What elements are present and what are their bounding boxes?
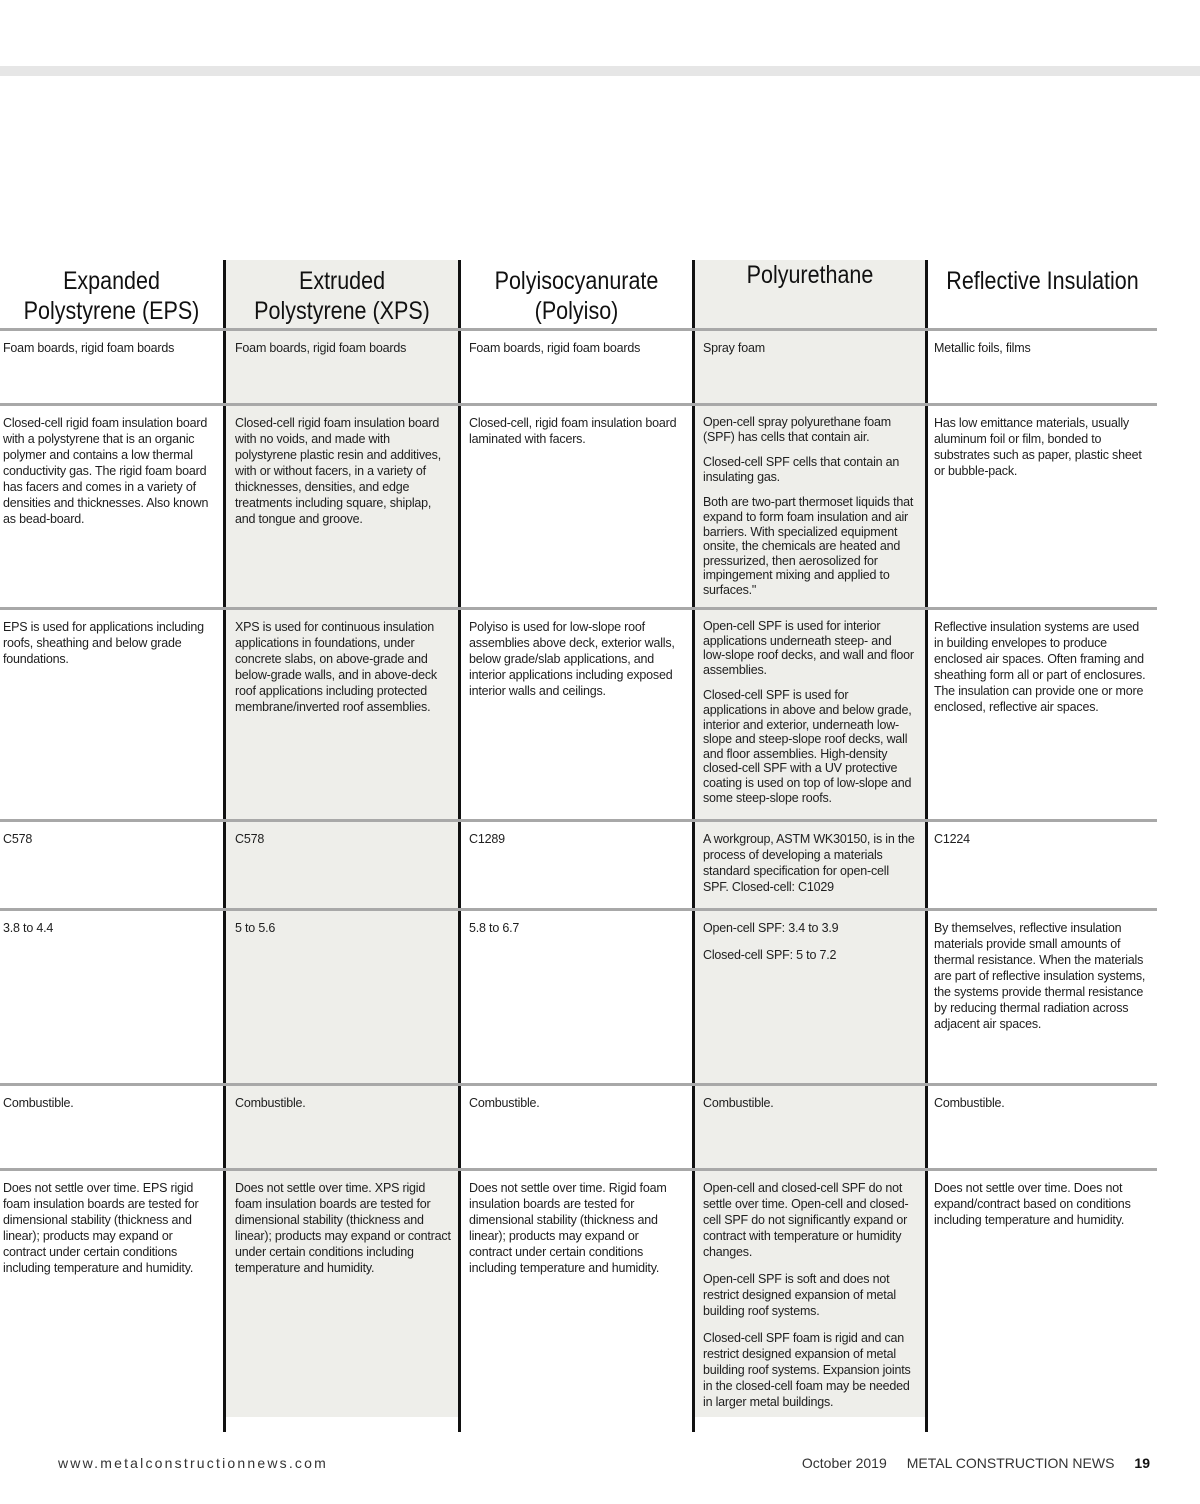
cell-paragraph: Metallic foils, films [934, 341, 1031, 355]
cell-reflective-row-1 [934, 340, 1150, 367]
cell-polyurethane-row-5 [703, 920, 915, 974]
cell-reflective-row-4 [934, 831, 1150, 858]
cell-polyurethane-row-3 [703, 619, 915, 816]
cell-polyiso-row-1 [469, 340, 681, 367]
cell-eps-row-2 [3, 415, 215, 538]
cell-polyiso-row-5 [469, 920, 681, 947]
cell-xps-row-5 [235, 920, 451, 947]
cell-paragraph: Closed-cell SPF is used for applications in above and below grade, interior and exterior, underneath low-slope and steep-slope roof decks, wall and floor assemblies. High-density closed-cell SPF with a UV protective coating is used on top of low-slope and some steep-slope roofs. [703, 688, 912, 805]
cell-polyiso-row-4 [469, 831, 681, 858]
cell-eps-row-4 [3, 831, 215, 858]
cell-polyurethane-row-6 [703, 1095, 915, 1122]
cell-paragraph: 5 to 5.6 [235, 921, 276, 935]
cell-eps-row-1 [3, 340, 215, 367]
header-xps: Extruded Polystyrene (XPS) [254, 267, 430, 325]
cell-xps-row-2 [235, 415, 451, 538]
cell-polyurethane-row-7 [703, 1180, 915, 1421]
cell-paragraph: C1289 [469, 832, 505, 846]
cell-xps-row-4 [235, 831, 451, 858]
cell-paragraph: Combustible. [703, 1096, 774, 1110]
cell-paragraph: A workgroup, ASTM WK30150, is in the process of developing a materials standard specification for open-cell SPF. Closed-cell: C1029 [703, 832, 915, 894]
cell-xps-row-7 [235, 1180, 451, 1287]
cell-paragraph: Closed-cell SPF foam is rigid and can restrict designed expansion of metal building roof systems. Expansion joints in the closed-cell foam may be needed in larger metal buildings. [703, 1331, 911, 1409]
footer-date: October 2019 [801, 1455, 887, 1471]
cell-paragraph: Open-cell spray polyurethane foam (SPF) has cells that contain air. [703, 415, 891, 444]
cell-reflective-row-5 [934, 920, 1150, 1043]
cell-paragraph: Does not settle over time. Does not expand/contract based on conditions including temperature and humidity. [934, 1181, 1131, 1227]
cell-paragraph: Closed-cell SPF cells that contain an insulating gas. [703, 455, 900, 484]
cell-paragraph: By themselves, reflective insulation materials provide small amounts of thermal resistance. When the materials are part of reflective insulation systems, the systems provide thermal resistance by reducing thermal radiation across adjacent air spaces. [934, 921, 1146, 1031]
cell-reflective-row-6 [934, 1095, 1150, 1122]
cell-paragraph: Combustible. [469, 1096, 540, 1110]
column-divider [223, 260, 226, 1432]
cell-polyurethane-row-4 [703, 831, 915, 906]
row-rule [0, 908, 1157, 911]
cell-paragraph: Polyiso is used for low-slope roof assemblies above deck, exterior walls, below grade/slab applications, and interior applications including exposed interior walls and ceilings. [469, 620, 675, 698]
cell-paragraph: C578 [3, 832, 33, 846]
cell-xps-row-6 [235, 1095, 451, 1122]
header-reflective: Reflective Insulation [946, 267, 1139, 295]
cell-paragraph: Combustible. [3, 1096, 74, 1110]
cell-eps-row-5 [3, 920, 215, 947]
cell-paragraph: Foam boards, rigid foam boards [235, 341, 407, 355]
footer-publication: METAL CONSTRUCTION NEWS [906, 1455, 1115, 1471]
footer-url: www.metalconstructionnews.com [58, 1455, 328, 1471]
row-rule [0, 328, 1157, 331]
cell-paragraph: Open-cell and closed-cell SPF do not settle over time. Open-cell and closed-cell SPF do not significantly expand or contract with temperature or humidity changes. [703, 1181, 909, 1259]
cell-paragraph: Closed-cell rigid foam insulation board with a polystyrene that is an organic polymer and contains a low thermal conductivity gas. The rigid foam board has facers and comes in a variety of densities and thicknesses. Also known as bead-board. [3, 416, 209, 526]
header-eps: Expanded Polystyrene (EPS) [23, 267, 200, 325]
page-number: 19 [1134, 1455, 1150, 1471]
cell-paragraph: Does not settle over time. XPS rigid foam insulation boards are tested for dimensional stability (thickness and linear); products may expand or contract under certain conditions including temperature and humidity. [235, 1181, 451, 1275]
cell-paragraph: Open-cell SPF is used for interior applications underneath steep- and low-slope roof decks, and wall and floor assemblies. [703, 619, 914, 677]
cell-paragraph: 5.8 to 6.7 [469, 921, 520, 935]
cell-paragraph: Reflective insulation systems are used in building envelopes to produce enclosed air spaces. Often framing and sheathing form all or part of enclosures. The insulation can provide one or more enclosed, reflective air spaces. [934, 620, 1146, 714]
cell-reflective-row-3 [934, 619, 1150, 726]
column-divider [458, 260, 461, 1432]
cell-paragraph: Combustible. [235, 1096, 306, 1110]
cell-reflective-row-2 [934, 415, 1150, 490]
cell-paragraph: Has low emittance materials, usually aluminum foil or film, bonded to substrates such as paper, plastic sheet or bubble-pack. [934, 416, 1142, 478]
cell-eps-row-3 [3, 619, 215, 678]
cell-paragraph: 3.8 to 4.4 [3, 921, 54, 935]
cell-polyurethane-row-2 [703, 415, 915, 609]
cell-paragraph: Closed-cell rigid foam insulation board with no voids, and made with polystyrene plastic resin and additives, with or without facers, in a variety of thicknesses, densities, and edge treatments including square, shiplap, and tongue and groove. [235, 416, 442, 526]
cell-paragraph: Does not settle over time. EPS rigid foam insulation boards are tested for dimensional stability (thickness and linear); products may expand or contract under certain conditions including temperature and humidity. [3, 1181, 199, 1275]
header-polyiso: Polyisocyanurate (Polyiso) [494, 267, 659, 325]
cell-polyiso-row-3 [469, 619, 681, 710]
footer-info [802, 1455, 1150, 1471]
comparison-table [0, 260, 1200, 1432]
cell-paragraph: Does not settle over time. Rigid foam insulation boards are tested for dimensional stability (thickness and linear); products may expand or contract under certain conditions including temperature and humidity. [469, 1181, 667, 1275]
column-divider [692, 260, 695, 1432]
row-rule [0, 607, 1157, 610]
cell-paragraph: Open-cell SPF is soft and does not restrict designed expansion of metal building roof systems. [703, 1272, 896, 1318]
row-rule [0, 1168, 1157, 1171]
cell-polyiso-row-6 [469, 1095, 681, 1122]
cell-paragraph: EPS is used for applications including roofs, sheathing and below grade foundations. [3, 620, 204, 666]
cell-paragraph: Closed-cell SPF: 5 to 7.2 [703, 948, 837, 962]
top-rule [0, 66, 1200, 76]
cell-xps-row-1 [235, 340, 451, 367]
row-rule [0, 403, 1157, 406]
cell-paragraph: XPS is used for continuous insulation applications in foundations, under concrete slabs, on above-grade and below-grade walls, and in above-deck roof applications including protected membrane/inverted roof assemblies. [235, 620, 437, 714]
cell-paragraph: Both are two-part thermoset liquids that expand to form foam insulation and air barriers. With specialized equipment onsite, the chemicals are heated and pressurized, then aerosolized for impingement mixing and applied to surfaces." [703, 495, 914, 597]
cell-paragraph: C1224 [934, 832, 970, 846]
cell-polyurethane-row-1 [703, 340, 915, 367]
cell-paragraph: C578 [235, 832, 265, 846]
column-divider [925, 260, 928, 1432]
cell-paragraph: Foam boards, rigid foam boards [469, 341, 641, 355]
cell-paragraph: Open-cell SPF: 3.4 to 3.9 [703, 921, 839, 935]
cell-reflective-row-7 [934, 1180, 1150, 1239]
cell-paragraph: Foam boards, rigid foam boards [3, 341, 175, 355]
header-polyurethane: Polyurethane [746, 261, 874, 289]
cell-eps-row-7 [3, 1180, 215, 1287]
row-rule [0, 1083, 1157, 1086]
row-rule [0, 819, 1157, 822]
cell-paragraph: Combustible. [934, 1096, 1005, 1110]
cell-polyiso-row-7 [469, 1180, 681, 1287]
cell-eps-row-6 [3, 1095, 215, 1122]
cell-polyiso-row-2 [469, 415, 681, 458]
cell-xps-row-3 [235, 619, 451, 726]
cell-paragraph: Spray foam [703, 341, 765, 355]
cell-paragraph: Closed-cell, rigid foam insulation board laminated with facers. [469, 416, 677, 446]
